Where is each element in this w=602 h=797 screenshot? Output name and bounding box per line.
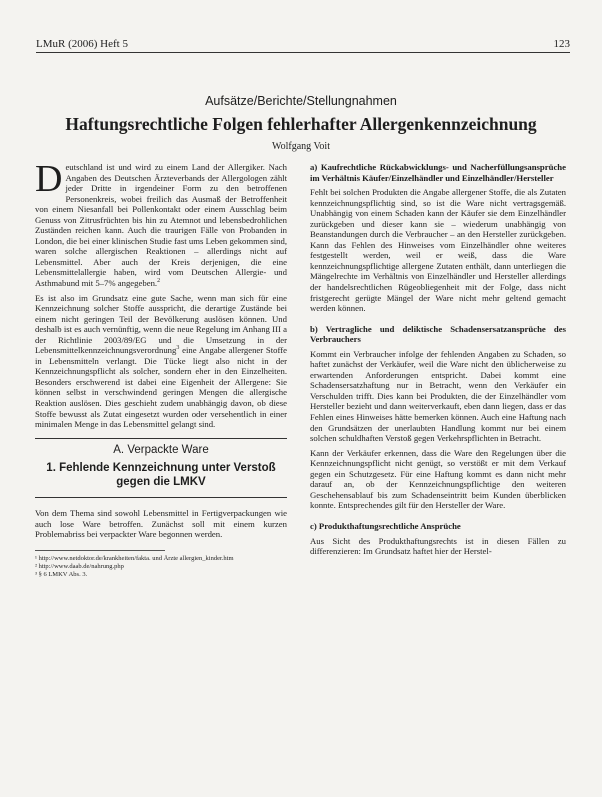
left-column (35, 158, 287, 579)
right-paragraph-4: Aus Sicht des Produkthaftungsrechts ist in diesen Fällen zu differenzieren: Im Grundsatz haftet hier der Herstel- (310, 535, 566, 557)
page-number: 123 (553, 38, 570, 50)
second-paragraph-text: Es ist also im Grundsatz eine gute Sache, wenn man sich für eine Kennzeichnung solcher Stoffe ausspricht, die derartige Zustände bei einem nicht geringen Teil der Bevölkerung auslösen können. Und deshalb ist es auch vernünftig, wenn die neue Regelung im Anhang III a der Richtlinie 2003/89/EG und die Umsetzung in der Lebensmittelkennzeichnungsverordnung (35, 292, 287, 356)
heading-verpackte-ware: A. Verpackte Ware (113, 443, 209, 456)
footnote-ref-3: 3 (176, 345, 180, 352)
article-title: Haftungsrechtliche Folgen fehlerhafter Allergenkennzeichnung (65, 114, 537, 134)
section-heading-box (35, 438, 287, 499)
heading-schadensersatz: b) Vertragliche und deliktische Schadensersatzansprüche des Verbrauchers (310, 323, 566, 345)
right-paragraph-1: Fehlt bei solchen Produkten die Angabe allergener Stoffe, die als Zutaten kennzeichnungspflichtig sind, so ist die Ware nicht vertragsgemäß. Unabhängig von einem Schaden kann der Käufer sie dem Einzelhändler zurückgeben und dieser kann sie – wiederum unabhängig von Beanstandungen durch die Verbraucher – an den Hersteller zurückgeben. Kann das Fehlen des Hinweises vom Einzelhändler ohne weiteres festgestellt werden, weil er weiß, dass die Ware kennzeichnungspflichtige allergene Zutaten enthält, dann unterliegen die Mängelrechte im Verhältnis von Einzelhändler und Hersteller allerdings der handelsrechtlichen Rügeobliegenheit mit der Folge, dass nicht fristgerecht gerügte Mängel der Ware nicht mehr geltend gemacht werden können. (310, 187, 566, 314)
heading-kaufrechtliche: a) Kaufrechtliche Rückabwicklungs- und Nacherfüllungsansprüche im Verhältnis Käufer/Einzelhändler und Einzelhändler/Hersteller (310, 162, 566, 183)
intro-text: eutschland ist und wird zu einem Land der Allergiker. Nach Angaben des Deutschen Ärzteverbands der Allergologen zählt jeder Dritte in irgendeiner Form zu den betroffenen Personenkreis, wobei freilich das Ausmaß der Betroffenheit von einem Niesanfall bei Pollenkontakt oder einem Ausschlag beim Genuss von Zitrusfrüchten bis hin zu Atemnot und lebensbedrohlichen Zuständen reichen kann. Auch die traurigen Fälle von Probanden in London, die bei einer klinischen Studie fast ums Leben gekommen sind, waren solche allergischen Reaktionen – allerdings nicht auf Lebensmittel. Aber auch der Kreis derjenigen, die eine Lebensmittelallergie haben, wird vom Deutschen Allergie- und Asthmabund mit 5–7% angegeben. (35, 162, 287, 289)
footnote-2: ² http://www.daab.de/nahrung.php (35, 562, 124, 570)
header-rule (36, 52, 570, 53)
article-author: Wolfgang Voit (272, 141, 330, 152)
second-paragraph-continuation: eine Angabe allergener Stoffe in Lebensmitteln verlangt. Die Tücke liegt also nicht in der Kennzeichnungspflicht als solcher, sondern eher in den Einzelheiten. Besonders erschwerend ist dabei eine Eigenheit der Allergene: Sie können selbst in verschwindend geringen Mengen die allergische Reaktion auslösen. Dies geschieht zudem unabhängig davon, ob diese Stoffe bewusst als Zutat eingesetzt wurden oder versehentlich in einer minimalen Menge in das Lebensmittel gelangt sind. (35, 345, 287, 430)
footnote-3: ³ § 6 LMKV Abs. 3. (35, 570, 88, 578)
footnote-1: ¹ http://www.netdoktor.de/krankheiten/fakta. und Ärzte allergien_kinder.htm (35, 554, 234, 562)
heading-fehlende-kennzeichnung: 1. Fehlende Kennzeichnung unter Verstoß gegen die LMKV (46, 462, 276, 489)
right-paragraph-3: Kann der Verkäufer erkennen, dass die Ware den Regelungen über die Kennzeichnungspflicht nicht genügt, so verstößt er mit dem Verkauf gegen ein Schutzgesetz. Für eine Haftung kommt es dann nicht mehr darauf an, ob der Kennzeichnungspflichtige den weiteren Geschehensablauf bis zum Schadenseintritt beim Kunden überblicken konnte. Entsprechendes gilt für den Hersteller der Ware. (310, 447, 566, 511)
third-paragraph: Von dem Thema sind sowohl Lebensmittel in Fertigverpackungen wie auch lose Ware betroffen. Zunächst soll mit einem kurzen Problemabriss bei verpackter Ware begonnen werden. (35, 508, 287, 540)
footnote-ref-2: 2 (157, 278, 161, 285)
heading-produkthaftung: c) Produkthaftungsrechtliche Ansprüche (310, 520, 461, 531)
journal-reference: LMuR (2006) Heft 5 (36, 38, 128, 50)
section-label: Aufsätze/Berichte/Stellungnahmen (205, 94, 397, 108)
right-column (310, 162, 566, 561)
intro-paragraph (35, 158, 287, 289)
drop-cap: D (35, 158, 63, 200)
right-paragraph-2: Kommt ein Verbraucher infolge der fehlenden Angaben zu Schaden, so haftet zunächst der Verkäufer, weil die Ware nicht den üblicherweise zu erwartenden Anforderungen entspricht. Dabei kommt eine Schadensersatzhaftung nur in Betracht, wenn den Verkäufer ein Verschulden trifft. Dies kann bei Produkten, die der Einzelhändler vom Hersteller bezieht und dann weiterverkauft, eben dann liegen, dass er das Fehlen eines Hinweises hätte bemerken können. Auch eine Haftung nach den Grundsätzen der unerlaubten Handlung kommt nur bei einem solchen schuldhaften Verstoß gegen Verkehrspflichten in Betracht. (310, 348, 566, 444)
footnotes (35, 550, 234, 579)
second-paragraph (35, 293, 287, 430)
